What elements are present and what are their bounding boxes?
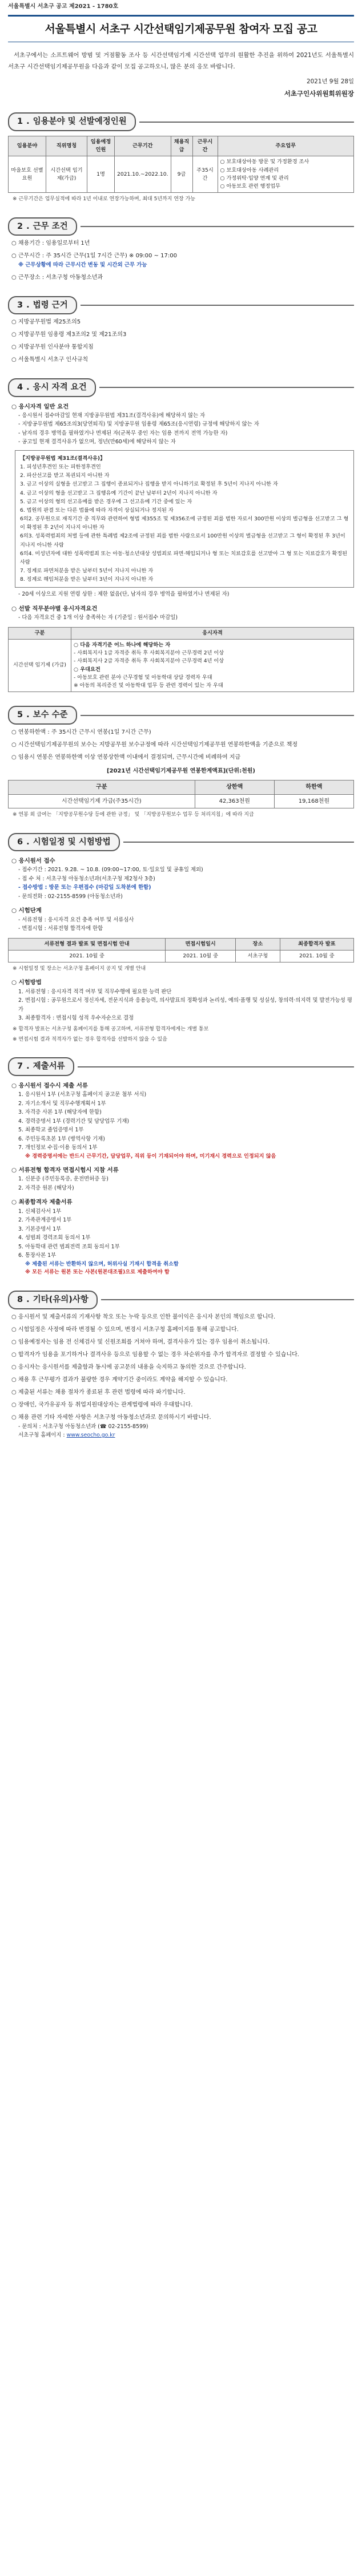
box-title: 【지방공무원법 제31조(결격사유)】 (20, 455, 106, 462)
list-item: ※ 아동의 복리증진 및 아동학대 업무 등 관련 경력이 있는 자 우대 (74, 682, 223, 689)
list-item: ○ 합격자가 임용을 포기하거나 결격사유 등으로 임용할 수 없는 경우 차순위자를 추가 합격자로 결정할 수 있습니다. (11, 1351, 299, 1358)
website-link[interactable]: www.seocho.go.kr (66, 1432, 115, 1439)
list-item: - 응시원서 접수마감일 현재 지방공무원법 제31조(결격사유)에 해당하지 않는 자 (18, 412, 206, 419)
list-item: 2. 면접시험 : 공무원으로서 정신자세, 전문지식과 응용능력, 의사발표의 정확성과 논리성, 예의·품행 및 성실성, 창의력·의지력 및 발전가능성 평가 (18, 997, 352, 1013)
notice-date: 2021년 9월 28일 (307, 78, 354, 86)
list-item: - 공고일 현재 결격사유가 없으며, 정년(만60세)에 해당하지 않는 자 (18, 439, 176, 446)
list-item: ○ 지방공무원 인사분야 통합지침 (11, 344, 94, 351)
section-4-heading: 4 . 응시 자격 요건 (8, 378, 354, 397)
table-cell: 2021.10.~2022.10. (115, 156, 171, 193)
pay-table (8, 780, 354, 808)
list-item: 1. 피성년후견인 또는 피한정후견인 (20, 464, 101, 471)
eligibility-special-sub: - 다음 자격요건 중 1개 이상 충족하는 자 (기준일 : 원서접수 마감일) (18, 614, 178, 621)
list-item: ○ 채용 후 근무평가 결과가 불량한 경우 계약기간 중이라도 계약을 해지할 수 있습니다. (11, 1376, 228, 1383)
positions-table (8, 136, 354, 193)
pay-note: ※ 연봉 외 급여는 「지방공무원수당 등에 관한 규정」 및 「지방공무원보수 업무 등 처리지침」에 따라 지급 (13, 812, 254, 818)
list-item: 4. 성범죄 경력조회 동의서 1부 (18, 1235, 91, 1242)
table-row (9, 794, 354, 808)
list-item: ○ 채용기간 : 임용일로부터 1년 (11, 240, 90, 247)
list-item: ○ 임용예정자는 임용 전 신체검사 및 신원조회를 거쳐야 하며, 결격사유가 있는 경우 임용이 취소됩니다. (11, 1338, 270, 1345)
list-item: ○ 응시원서 및 제출서류의 기재사항 착오 또는 누락 등으로 인한 불이익은 응시자 본인의 책임으로 합니다. (11, 1313, 276, 1320)
list-item: 2. 자기소개서 및 직무수행계획서 1부 (18, 1100, 106, 1107)
list-item: ○ 우대요건 (74, 666, 100, 673)
list-item: 4. 경력증명서 1부 (경력기간 및 담당업무 기재) (18, 1118, 130, 1125)
documents-footnote: ※ 제출된 서류는 반환하지 않으며, 허위사실 기재시 합격을 취소함 (25, 1260, 179, 1267)
list-item: ※ 합격자 발표는 서초구청 홈페이지를 통해 공고하며, 서류전형 합격자에게는 개별 통보 (13, 1026, 209, 1032)
list-item: ○ 가정위탁·입양 연계 및 관리 (220, 175, 289, 181)
table-cell: 주35시간 (192, 156, 218, 193)
section-title: 임용분야 및 선발예정인원 (33, 117, 127, 127)
section-number: 1 (17, 117, 23, 127)
section-1-heading: 1 . 임용분야 및 선발예정인원 (8, 112, 354, 131)
intro-paragraph: 서초구에서는 소프트웨어 방범 및 거점활동 조사 등 시간선택임기제 시간선택 업무의 원활한 추진을 위하여 2021년도 서울특별시 서초구 시간선택임기제공무원을 다음과 같이 모집 공고하오니, 많은 분의 응모 바랍니다. (8, 51, 354, 70)
list-item: 6의4. 미성년자에 대한 성폭력범죄 또는 아동·청소년대상 성범죄로 파면·해임되거나 형 또는 치료감호를 선고받아 그 형 또는 치료감호가 확정된 사람 (20, 550, 348, 565)
notice-number: 서울특별시 서초구 공고 제2021 - 1780호 (8, 3, 119, 10)
table-header: 근무시간 (192, 136, 218, 156)
table-cell: 서초구청 (236, 950, 280, 962)
table-header: 면접시험일시 (166, 938, 236, 950)
table-cell: 마을보호 선별요원 (9, 156, 46, 193)
list-item: - 지방공무원법 제65조의3(당연퇴직) 및 지방공무원 임용령 제65조(응시연령) 규정에 해당하지 않는 자 (18, 421, 259, 428)
disqualification-box (15, 450, 354, 588)
table-cell: 2021. 10월 중 (280, 950, 353, 962)
table-row (9, 639, 354, 692)
list-item: 1. 신체검사서 1부 (18, 1208, 62, 1215)
interview-docs-heading: ○ 서류전형 합격자 면접시험시 지참 서류 (11, 1167, 119, 1174)
list-item: ○ 지방공무원법 제25조의5 (11, 319, 81, 326)
table-header: 주요업무 (218, 136, 353, 156)
list-item: 7. 개인정보 수집·이용 동의서 1부 (18, 1145, 98, 1151)
list-item: ○ 보호대상아동 사례관리 (220, 167, 279, 173)
table-row (9, 156, 354, 193)
list-item: 2. 파산선고를 받고 복권되지 아니한 자 (20, 472, 110, 479)
table-cell: 시간선택 임기제 (가급) (9, 639, 71, 692)
documents-warning: ※ 경력증명서에는 반드시 근무기간, 담당업무, 직위 등이 기재되어야 하며, 미기재시 경력으로 인정되지 않음 (25, 1152, 276, 1159)
table-cell: 19,168천원 (274, 794, 353, 808)
table-cell: 시간선택임기제 가급(주35시간) (9, 794, 195, 808)
eligibility-general-heading: ○ 응시자격 일반 요건 (11, 403, 69, 410)
list-item: - 아동보호 관련 분야 근무경험 및 아동학대 상담 경력자 우대 (74, 674, 212, 681)
list-item: ○ 근무시간 : 주 35시간 근무(1일 7시간 근무) ※ 09:00 ~ 17:00 (11, 253, 177, 260)
list-item: ○ 지방공무원 임용령 제3조의2 및 제21조의3 (11, 331, 127, 338)
section-5-heading: 5 . 보수 수준 (8, 706, 354, 724)
age-requirement: - 20세 이상으로 지원 연령 상한 : 제한 없음(단, 남자의 경우 병역을 필하였거나 면제된 자) (18, 591, 230, 598)
list-item: - 사회복지사 2급 자격증 취득 후 사회복지분야 근무경력 4년 이상 (74, 658, 224, 665)
list-item: ○ 임용시 연봉은 연봉하한액 이상 연봉상한액 이내에서 결정되며, 근무시간에 비례하여 지급 (11, 754, 241, 761)
list-item: - 사회복지사 1급 자격증 취득 후 사회복지분야 근무경력 2년 이상 (74, 650, 224, 657)
documents-footnote: ※ 모든 서류는 원본 또는 사본(원본대조필)으로 제출하여야 함 (25, 1269, 170, 1276)
list-item: 8. 징계로 해임처분을 받은 날부터 3년이 지나지 아니한 자 (20, 576, 154, 583)
website-link-row: 서초구청 홈페이지 : www.seocho.go.kr (18, 1432, 115, 1439)
list-item: 3. 최종합격자 : 면접시험 성적 우수자순으로 결정 (18, 1015, 134, 1022)
table-cell: 9급 (171, 156, 192, 193)
stages-heading: ○ 시험단계 (11, 907, 42, 915)
duties-cell (218, 156, 353, 193)
positions-note: ※ 근무기간은 업무실적에 따라 1년 이내로 연장가능하며, 최대 5년까지 연장 가능 (13, 196, 195, 203)
table-header: 임용분야 (9, 136, 46, 156)
table-header: 서류전형 결과 발표 및 면접시험 안내 (9, 938, 166, 950)
list-item: - 접 수 처 : 서초구청 아동청소년과(서초구청 제2청사 3층) (18, 875, 155, 882)
title-block (8, 15, 354, 42)
table-cell: 2021. 10월 중 (166, 950, 236, 962)
section-8-heading: 8 . 기타(유의)사항 (8, 1291, 354, 1309)
list-item: - 서류전형 : 응시자격 요건 충족 여부 및 서류심사 (18, 916, 134, 923)
list-item: ○ 연봉하한액 : 주 35시간 근무시 연봉(1일 7시간 근무) (11, 729, 151, 735)
table-header: 상한액 (195, 781, 274, 795)
eligibility-special-heading: ○ 선발 직무분야별 응시자격요건 (11, 605, 98, 612)
list-item: ※ 면접시험 결과 적격자가 없는 경우 합격자를 선발하지 않을 수 있음 (13, 1037, 167, 1042)
list-item: 6의2. 공무원으로 재직기간 중 직무와 관련하여 형법 제355조 및 제356조에 규정된 죄를 범한 자로서 300만원 이상의 벌금형을 선고받고 그 형이 확정된 후 2년이 지나지 아니한 자 (20, 516, 349, 531)
list-item: 3. 금고 이상의 실형을 선고받고 그 집행이 종료되거나 집행을 받지 아니하기로 확정된 후 5년이 지나지 아니한 자 (20, 481, 278, 488)
table-row (9, 950, 354, 962)
issuer: 서초구인사위원회위원장 (284, 89, 354, 98)
page-title: 서울특별시 서초구 시간선택임기제공무원 참여자 모집 공고 (45, 22, 317, 35)
list-item: ○ 근무장소 : 서초구청 아동청소년과 (11, 274, 103, 281)
table-cell: 42,363천원 (195, 794, 274, 808)
list-item: ○ 장애인, 국가유공자 등 취업지원대상자는 관계법령에 따라 우대합니다. (11, 1401, 193, 1408)
schedule-note: ※ 시험일정 및 장소는 서초구청 홈페이지 공지 및 개별 안내 (13, 966, 146, 972)
table-header: 채용직급 (171, 136, 192, 156)
list-item: 2. 자격증 원본 (해당자) (18, 1184, 74, 1191)
list-item: ○ 응시자는 응시원서를 제출함과 동시에 공고문의 내용을 숙지하고 동의한 것으로 간주합니다. (11, 1364, 246, 1370)
list-item: 3. 기본증명서 1부 (18, 1226, 62, 1232)
list-item: 1. 응시원서 1부 (서초구청 홈페이지 공고문 첨부 서식) (18, 1091, 147, 1098)
list-item: 6. 법원의 판결 또는 다른 법률에 따라 자격이 상실되거나 정지된 자 (20, 507, 174, 513)
list-item: - 접수방법 : 방문 또는 우편접수 (마감일 도착분에 한함) (18, 884, 151, 891)
list-item: - 면접시험 : 서류전형 합격자에 한함 (18, 925, 103, 932)
table-header: 구분 (9, 781, 195, 795)
list-item: 6. 주민등록초본 1부 (병역사항 기재) (18, 1135, 105, 1142)
section-3-heading: 3 . 법령 근거 (8, 296, 354, 314)
list-item: - 문의전화 : 02-2155-8599 (아동청소년과) (18, 893, 123, 900)
eligibility-table (8, 627, 354, 693)
section-7-heading: 7 . 제출서류 (8, 1057, 354, 1075)
list-item: 2. 가족관계증명서 1부 (18, 1217, 72, 1224)
list-item: 1. 서류전형 : 응시자격 적격 여부 및 직무수행에 필요한 능력 판단 (18, 988, 172, 995)
list-item: 5. 아동학대 관련 범죄전력 조회 동의서 1부 (18, 1243, 120, 1250)
table-header: 최종합격자 발표 (280, 938, 353, 950)
list-item: ○ 다음 자격기준 어느 하나에 해당하는 자 (74, 641, 171, 648)
list-item: - 접수기간 : 2021. 9.28. ~ 10.8. (09:00~17:00, 토·일요일 및 공휴일 제외) (18, 867, 203, 874)
table-cell: 1명 (87, 156, 115, 193)
list-item: ○ 채용 관련 기타 자세한 사항은 서초구청 아동청소년과로 문의하시기 바랍니다. (11, 1414, 211, 1421)
table-header: 하한액 (274, 781, 353, 795)
list-item: ○ 서울특별시 서초구 인사규칙 (11, 357, 89, 363)
final-docs-heading: ○ 최종합격자 제출서류 (11, 1199, 73, 1206)
list-item: ○ 시간선택임기제공무원의 보수는 지방공무원 보수규정에 따라 시간선택임기제공무원 연봉하한액을 기준으로 책정 (11, 741, 298, 748)
list-item: 3. 자격증 사본 1부 (해당자에 한함) (18, 1109, 102, 1116)
list-item: 6의3. 성폭력범죄의 처벌 등에 관한 특례법 제2조에 규정된 죄를 범한 사람으로서 100만원 이상의 벌금형을 선고받고 그 형이 확정된 후 3년이 지나지 아니한 사람 (20, 533, 345, 548)
list-item: 4. 금고 이상의 형을 선고받고 그 집행유예 기간이 끝난 날부터 2년이 지나지 아니한 자 (20, 490, 218, 496)
application-heading: ○ 응시원서 접수 (11, 858, 55, 865)
table-header: 근무기간 (115, 136, 171, 156)
table-cell: 시간선택 임기제(가급) (46, 156, 87, 193)
table-cell (71, 639, 354, 692)
table-header: 임용예정인원 (87, 136, 115, 156)
list-item: 5. 최종학교 졸업증명서 1부 (18, 1127, 84, 1134)
schedule-table (8, 938, 354, 963)
pay-table-title: [2021년 시간선택임기제공무원 연봉한계액표](단위:천원) (107, 767, 255, 774)
list-item: - 남자의 경우 병역을 필하였거나 면제된 자(군복무 중인 자는 임용 전까지 전역 가능한 자) (18, 430, 228, 436)
website-label: 서초구청 홈페이지 (18, 1432, 62, 1439)
section-2-heading: 2 . 근무 조건 (8, 217, 354, 236)
table-header: 응시자격 (71, 627, 354, 639)
table-header: 장소 (236, 938, 280, 950)
list-item: ○ 시험일정은 사정에 따라 변경될 수 있으며, 변경시 서초구청 홈페이지를 통해 공고합니다. (11, 1326, 239, 1333)
list-item: 7. 징계로 파면처분을 받은 날부터 5년이 지나지 아니한 자 (20, 568, 154, 575)
contact-info: - 문의처 : 서초구청 아동청소년과 (☎ 02-2155-8599) (18, 1423, 148, 1430)
list-item: ※ 근무상황에 따라 근무시간 변동 및 시간외 근무 가능 (18, 262, 147, 269)
table-header: 구분 (9, 627, 71, 639)
list-item: 5. 금고 이상의 형의 선고유예를 받은 경우에 그 선고유예 기간 중에 있는 자 (20, 498, 192, 505)
section-6-heading: 6 . 시험일정 및 시험방법 (8, 833, 354, 851)
list-item: 1. 신분증 (주민등록증, 운전면허증 등) (18, 1176, 108, 1183)
documents-heading: ○ 응시원서 접수시 제출 서류 (11, 1082, 88, 1089)
table-header: 직위명칭 (46, 136, 87, 156)
method-heading: ○ 시험방법 (11, 979, 42, 986)
list-item: ○ 보호대상아동 방문 및 가정환경 조사 (220, 159, 309, 165)
list-item: 6. 통장사본 1부 (18, 1252, 57, 1259)
table-cell: 2021. 10월 중 (9, 950, 166, 962)
list-item: ○ 제출된 서류는 채용 절차가 종료된 후 관련 법령에 따라 파기합니다. (11, 1389, 186, 1396)
list-item: ○ 아동보호 관련 행정업무 (220, 183, 281, 190)
